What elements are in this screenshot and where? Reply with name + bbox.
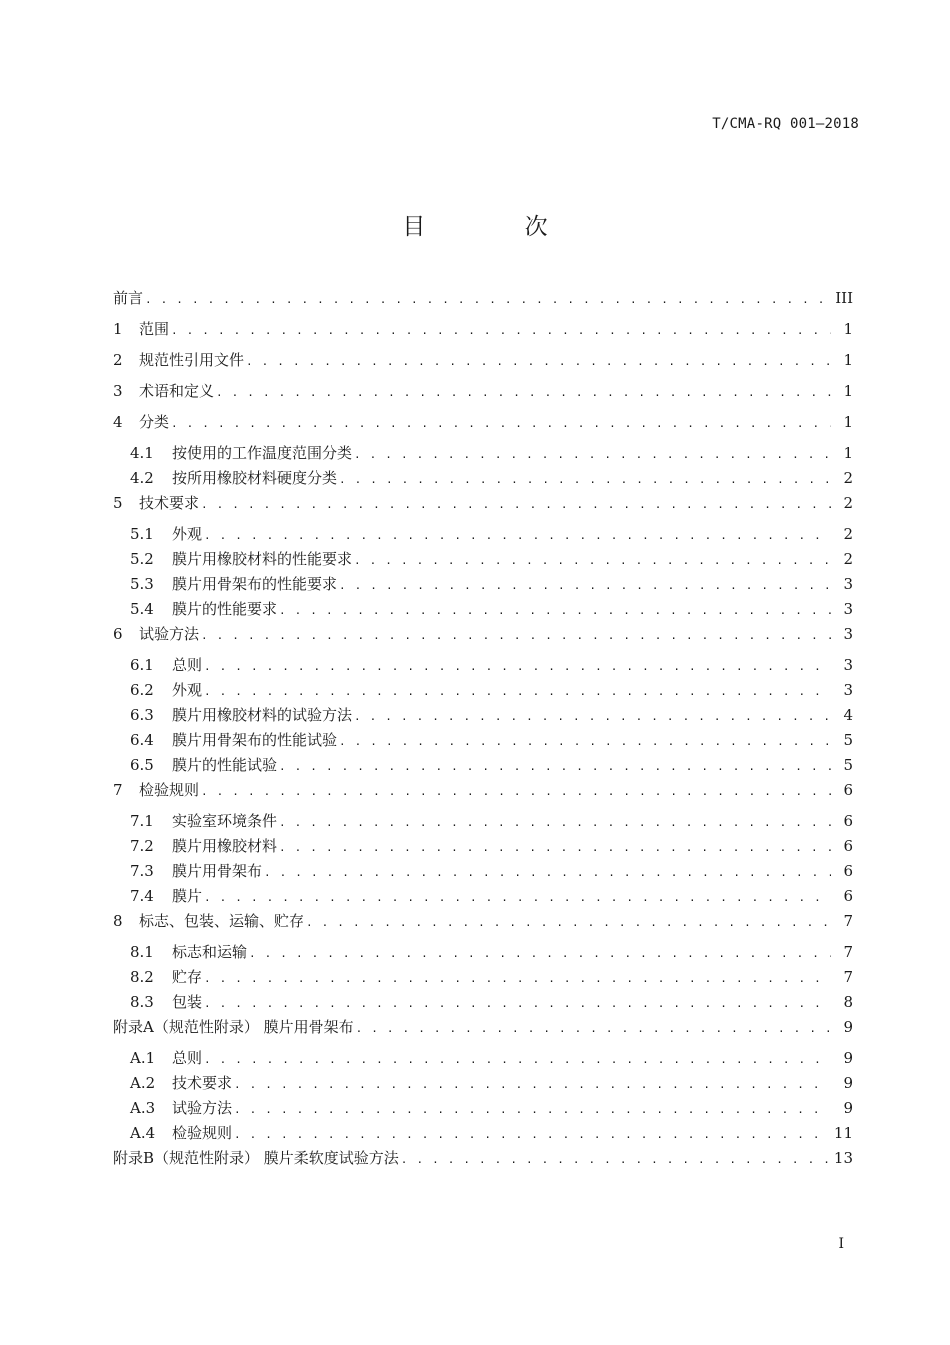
toc-leader-dots: [204, 991, 831, 1016]
toc-entry[interactable]: [113, 678, 853, 703]
toc-entry[interactable]: [113, 653, 853, 678]
toc-leader-dots: [401, 1147, 828, 1172]
toc-entry-page: 1: [843, 444, 853, 462]
toc-entry-page: 7: [843, 943, 853, 961]
toc-leader-dots: [354, 442, 831, 467]
toc-entry-label: 包装: [172, 993, 203, 1011]
toc-entry-label: 规范性引用文件: [139, 351, 245, 369]
toc-entry-label: 检验规则: [139, 781, 200, 799]
toc-entry-label: 膜片用橡胶材料: [172, 837, 278, 855]
toc-entry-page: 1: [843, 351, 853, 369]
toc-entry[interactable]: [113, 441, 853, 466]
toc-leader-dots: [201, 779, 831, 804]
toc-entry[interactable]: [113, 884, 853, 909]
toc-leader-dots: [306, 910, 831, 935]
toc-entry[interactable]: [113, 286, 853, 317]
toc-entry-label: 试验方法: [172, 1099, 233, 1117]
toc-leader-dots: [279, 810, 831, 835]
toc-entry[interactable]: [113, 1096, 853, 1121]
toc-entry-label: 总则: [172, 656, 203, 674]
toc-entry-number: 7.1: [130, 812, 154, 830]
toc-leader-dots: [201, 492, 831, 517]
toc-entry-label: 外观: [172, 681, 203, 699]
toc-entry[interactable]: [113, 1146, 853, 1177]
toc-entry[interactable]: [113, 491, 853, 522]
toc-entry-page: 2: [843, 494, 853, 512]
toc-entry-number: 5.2: [130, 550, 154, 568]
toc-leader-dots: [204, 1047, 831, 1072]
toc-entry-page: 1: [843, 382, 853, 400]
toc-entry-page: III: [835, 289, 853, 307]
toc-entry-number: 6.5: [130, 756, 154, 774]
toc-entry-label: 技术要求: [172, 1074, 233, 1092]
toc-entry[interactable]: [113, 622, 853, 653]
toc-entry-label: 附录B（规范性附录） 膜片柔软度试验方法: [113, 1149, 399, 1167]
toc-leader-dots: [145, 287, 829, 312]
toc-entry-label: 膜片用骨架布的性能要求: [172, 575, 338, 593]
toc-entry-number: 5.4: [130, 600, 154, 618]
toc-leader-dots: [204, 523, 831, 548]
toc-leader-dots: [204, 654, 831, 679]
toc-entry-label: 膜片用橡胶材料的试验方法: [172, 706, 353, 724]
toc-entry[interactable]: [113, 410, 853, 441]
toc-entry-page: 1: [843, 413, 853, 431]
toc-entry-number: A.3: [130, 1099, 156, 1117]
toc-entry-number: 8.1: [130, 943, 154, 961]
toc-entry-number: 3: [113, 382, 123, 400]
toc-entry-label: 膜片的性能试验: [172, 756, 278, 774]
toc-entry-number: 7.2: [130, 837, 154, 855]
toc-leader-dots: [201, 623, 831, 648]
toc-entry-page: 2: [843, 550, 853, 568]
toc-entry[interactable]: [113, 859, 853, 884]
toc-entry-number: 4.1: [130, 444, 154, 462]
toc-entry-label: 膜片的性能要求: [172, 600, 278, 618]
toc-entry[interactable]: [113, 572, 853, 597]
toc-entry-page: 3: [843, 575, 853, 593]
toc-leader-dots: [234, 1072, 831, 1097]
toc-leader-dots: [279, 598, 831, 623]
toc-entry-page: 3: [843, 600, 853, 618]
toc-entry[interactable]: [113, 809, 853, 834]
toc-entry-number: 7.4: [130, 887, 154, 905]
toc-leader-dots: [234, 1122, 828, 1147]
toc-entry[interactable]: [113, 348, 853, 379]
toc-entry-page: 6: [843, 887, 853, 905]
toc-entry-page: 8: [843, 993, 853, 1011]
toc-entry-label: 试验方法: [139, 625, 200, 643]
page-title: 目 次: [402, 214, 594, 240]
toc-entry-number: 6.3: [130, 706, 154, 724]
toc-leader-dots: [339, 467, 831, 492]
toc-entry-number: 6.4: [130, 731, 154, 749]
toc-entry-label: 检验规则: [172, 1124, 233, 1142]
toc-entry[interactable]: [113, 547, 853, 572]
toc-entry-label: 贮存: [172, 968, 203, 986]
toc-entry-page: 9: [843, 1099, 853, 1117]
toc-leader-dots: [204, 679, 831, 704]
toc-entry[interactable]: [113, 965, 853, 990]
toc-entry-page: 9: [843, 1074, 853, 1092]
toc-entry-number: 6.2: [130, 681, 154, 699]
toc-entry-label: 膜片用骨架布的性能试验: [172, 731, 338, 749]
toc-entry[interactable]: [113, 940, 853, 965]
toc-entry-label: 总则: [172, 1049, 203, 1067]
toc-entry-label: 按使用的工作温度范围分类: [172, 444, 353, 462]
toc-entry[interactable]: [113, 1015, 853, 1046]
toc-entry-page: 5: [843, 756, 853, 774]
toc-entry-number: A.1: [130, 1049, 156, 1067]
toc-entry-page: 6: [843, 862, 853, 880]
toc-leader-dots: [246, 349, 831, 374]
toc-entry-number: 8.2: [130, 968, 154, 986]
toc-entry-page: 4: [843, 706, 853, 724]
toc-entry-page: 11: [833, 1124, 853, 1142]
toc-entry[interactable]: [113, 990, 853, 1015]
toc-entry-page: 6: [843, 781, 853, 799]
toc-entry-number: 6.1: [130, 656, 154, 674]
toc-entry-number: 4: [113, 413, 123, 431]
toc-entry-number: 6: [113, 625, 123, 643]
toc-entry-number: 2: [113, 351, 123, 369]
toc-entry-number: 5.1: [130, 525, 154, 543]
toc-entry-number: 7.3: [130, 862, 154, 880]
toc-entry[interactable]: [113, 1071, 853, 1096]
toc-entry[interactable]: [113, 466, 853, 491]
table-of-contents: [113, 286, 853, 1177]
toc-entry-label: 膜片用橡胶材料的性能要求: [172, 550, 353, 568]
toc-leader-dots: [204, 966, 831, 991]
toc-entry-label: 膜片: [172, 887, 203, 905]
toc-leader-dots: [234, 1097, 831, 1122]
toc-entry-page: 3: [843, 625, 853, 643]
toc-leader-dots: [354, 704, 831, 729]
toc-entry-label: 标志和运输: [172, 943, 248, 961]
toc-entry-label: 技术要求: [139, 494, 200, 512]
toc-entry-page: 7: [843, 968, 853, 986]
toc-entry-page: 13: [833, 1149, 853, 1167]
toc-leader-dots: [264, 860, 831, 885]
toc-entry-page: 9: [843, 1018, 853, 1036]
toc-entry-number: A.4: [130, 1124, 156, 1142]
toc-entry[interactable]: [113, 522, 853, 547]
toc-leader-dots: [279, 835, 831, 860]
toc-entry-label: 术语和定义: [139, 382, 215, 400]
toc-entry-number: 5: [113, 494, 123, 512]
toc-entry-number: 7: [113, 781, 123, 799]
toc-leader-dots: [204, 885, 831, 910]
document-code: T/CMA-RQ 001—2018: [712, 116, 859, 132]
toc-entry-number: 8.3: [130, 993, 154, 1011]
toc-entry-page: 3: [843, 656, 853, 674]
toc-entry-number: A.2: [130, 1074, 156, 1092]
toc-entry-number: 1: [113, 320, 123, 338]
toc-entry[interactable]: [113, 317, 853, 348]
toc-leader-dots: [279, 754, 831, 779]
toc-entry[interactable]: [113, 753, 853, 778]
toc-entry[interactable]: [113, 1121, 853, 1146]
toc-entry-page: 2: [843, 469, 853, 487]
toc-entry-label: 实验室环境条件: [172, 812, 278, 830]
toc-entry-page: 5: [843, 731, 853, 749]
toc-leader-dots: [216, 380, 831, 405]
toc-entry-label: 按所用橡胶材料硬度分类: [172, 469, 338, 487]
toc-entry[interactable]: [113, 379, 853, 410]
toc-entry[interactable]: [113, 909, 853, 940]
page-number: I: [838, 1236, 844, 1252]
toc-leader-dots: [249, 941, 831, 966]
toc-entry-label: 分类: [139, 413, 170, 431]
toc-entry-page: 2: [843, 525, 853, 543]
toc-entry-label: 外观: [172, 525, 203, 543]
toc-entry[interactable]: [113, 703, 853, 728]
toc-entry-page: 1: [843, 320, 853, 338]
toc-entry-label: 标志、包装、运输、贮存: [139, 912, 305, 930]
toc-entry-page: 3: [843, 681, 853, 699]
toc-entry-page: 7: [843, 912, 853, 930]
toc-entry[interactable]: [113, 597, 853, 622]
toc-entry-number: 8: [113, 912, 123, 930]
toc-entry-label: 范围: [139, 320, 170, 338]
toc-entry-number: 4.2: [130, 469, 154, 487]
toc-entry[interactable]: [113, 834, 853, 859]
toc-leader-dots: [354, 548, 831, 573]
toc-entry-label: 附录A（规范性附录） 膜片用骨架布: [113, 1018, 354, 1036]
toc-entry-label: 前言: [113, 289, 144, 307]
toc-entry[interactable]: [113, 778, 853, 809]
toc-entry-number: 5.3: [130, 575, 154, 593]
toc-leader-dots: [171, 318, 831, 343]
toc-entry-label: 膜片用骨架布: [172, 862, 263, 880]
toc-leader-dots: [339, 729, 831, 754]
toc-entry[interactable]: [113, 1046, 853, 1071]
toc-leader-dots: [171, 411, 831, 436]
toc-leader-dots: [339, 573, 831, 598]
toc-entry-page: 6: [843, 837, 853, 855]
toc-entry-page: 9: [843, 1049, 853, 1067]
toc-leader-dots: [356, 1016, 831, 1041]
toc-entry-page: 6: [843, 812, 853, 830]
toc-entry[interactable]: [113, 728, 853, 753]
